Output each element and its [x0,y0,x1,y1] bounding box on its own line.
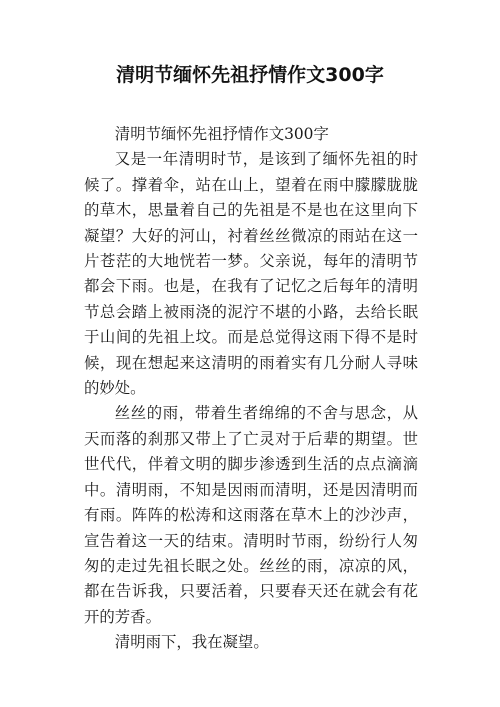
document-title: 清明节缅怀先祖抒情作文300字 [116,64,384,86]
document-subtitle: 清明节缅怀先祖抒情作文300字 [114,125,329,143]
document-body [84,122,418,656]
paragraph-3: 清明雨下，我在凝望。 [114,633,269,652]
paragraph-2: 丝丝的雨，带着生者绵绵的不舍与思念，从天而落的刹那又带上了亡灵对于后辈的期望。世世代代，伴着文明的脚步渗透到生活的点点滴滴中。清明雨，不知是因雨而清明，还是因清明而有雨。阵阵的松涛和这雨落在草木上的沙沙声，宣告着这一天的结束。清明时节雨，纷纷行人匆匆的走过先祖长眠之处。丝丝的雨，凉凉的风，都在告诉我，只要活着，只要春天还在就会有花开的芳香。 [84,404,418,626]
paragraph-1: 又是一年清明时节，是该到了缅怀先祖的时候了。撑着伞，站在山上，望着在雨中朦朦胧胧的草木，思量着自己的先祖是不是也在这里向下凝望？大好的河山，衬着丝丝微凉的雨站在这一片苍茫的大地恍若一梦。父亲说，每年的清明节都会下雨。也是，在我有了记忆之后每年的清明节总会踏上被雨浇的泥泞不堪的小路，去给长眠于山间的先祖上坟。而是总觉得这雨下得不是时候，现在想起来这清明的雨着实有几分耐人寻味的妙处。 [84,150,418,398]
